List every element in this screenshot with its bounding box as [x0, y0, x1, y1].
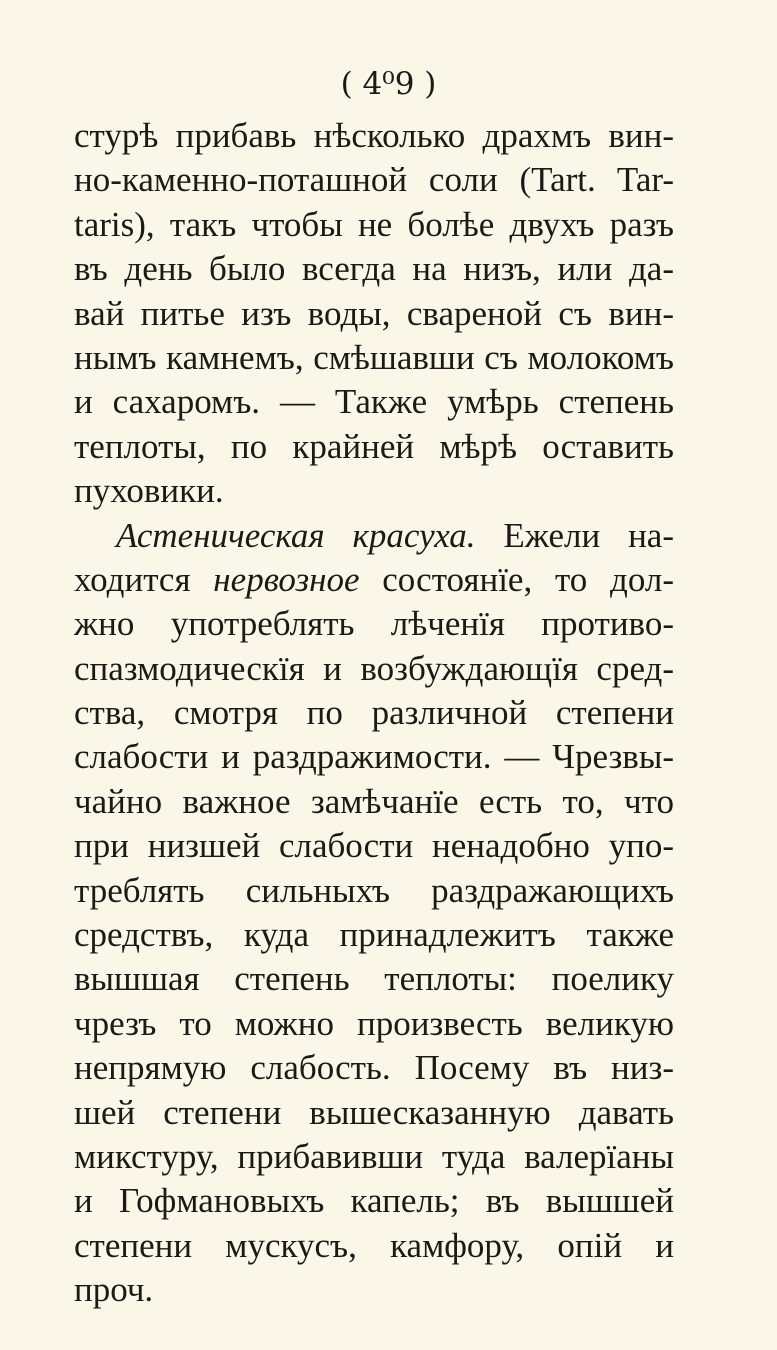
paragraph-2	[74, 514, 674, 1313]
text-line: чрезъ то можно произвесть великую	[74, 1003, 674, 1043]
text-line: слабости и раздражимости. — Чрезвы-	[74, 737, 674, 777]
text-line: непрямую слабость. Посему въ низ-	[74, 1048, 674, 1088]
text-line: стурѣ прибавь нѣсколько драхмъ вин-	[74, 116, 674, 155]
text-fragment: Ежели на-	[475, 515, 674, 555]
section-heading: Астеническая красуха.	[116, 515, 476, 555]
text-line: спазмодическїя и возбуждающїя сред-	[74, 648, 674, 688]
text-line: и сахаромъ. — Также умѣрь степень	[74, 382, 674, 422]
text-line: теплоты, по крайней мѣрѣ оставить	[74, 426, 674, 466]
page-number: ( 4⁰9 )	[340, 66, 437, 102]
text-line: вай питье изъ воды, свареной съ вин-	[74, 293, 674, 333]
text-line: нымъ камнемъ, смѣшавши съ молокомъ	[74, 337, 674, 377]
text-fragment: ходится	[74, 559, 214, 599]
text-line	[74, 558, 674, 602]
text-line-with-heading	[74, 514, 674, 558]
text-line: шей степени вышесказанную давать	[74, 1092, 674, 1132]
text-fragment: состоянїе, то дол-	[359, 559, 674, 599]
text-line: чайно важное замѣчанїе есть то, что	[74, 781, 674, 821]
body-text	[74, 114, 674, 1313]
text-line: ства, смотря по различной степени	[74, 693, 674, 733]
text-line: вышшая степень теплоты: поелику	[74, 959, 674, 999]
text-line: при низшей слабости ненадобно упо-	[74, 826, 674, 866]
text-line: въ день было всегда на низъ, или да-	[74, 249, 674, 289]
text-line: средствъ, куда принадлежитъ также	[74, 915, 674, 955]
text-line: жно употреблять лѣченїя противо-	[74, 604, 674, 644]
text-line: и Гофмановыхъ капель; въ вышшей	[74, 1181, 674, 1221]
text-line: проч.	[74, 1270, 154, 1310]
text-line: но-каменно-поташной соли (Tart. Tar-	[74, 160, 674, 200]
text-line: taris), такъ чтобы не болѣе двухъ разъ	[74, 204, 674, 244]
emphasized-term: нервозное	[213, 559, 360, 599]
text-line: микстуру, прибавивши туда валерїаны	[74, 1136, 674, 1176]
text-line: степени мускусъ, камфору, опій и	[74, 1225, 674, 1265]
text-line: треблять сильныхъ раздражающихъ	[74, 870, 674, 910]
paragraph-1	[74, 114, 674, 514]
text-line: пуховики.	[74, 471, 224, 511]
